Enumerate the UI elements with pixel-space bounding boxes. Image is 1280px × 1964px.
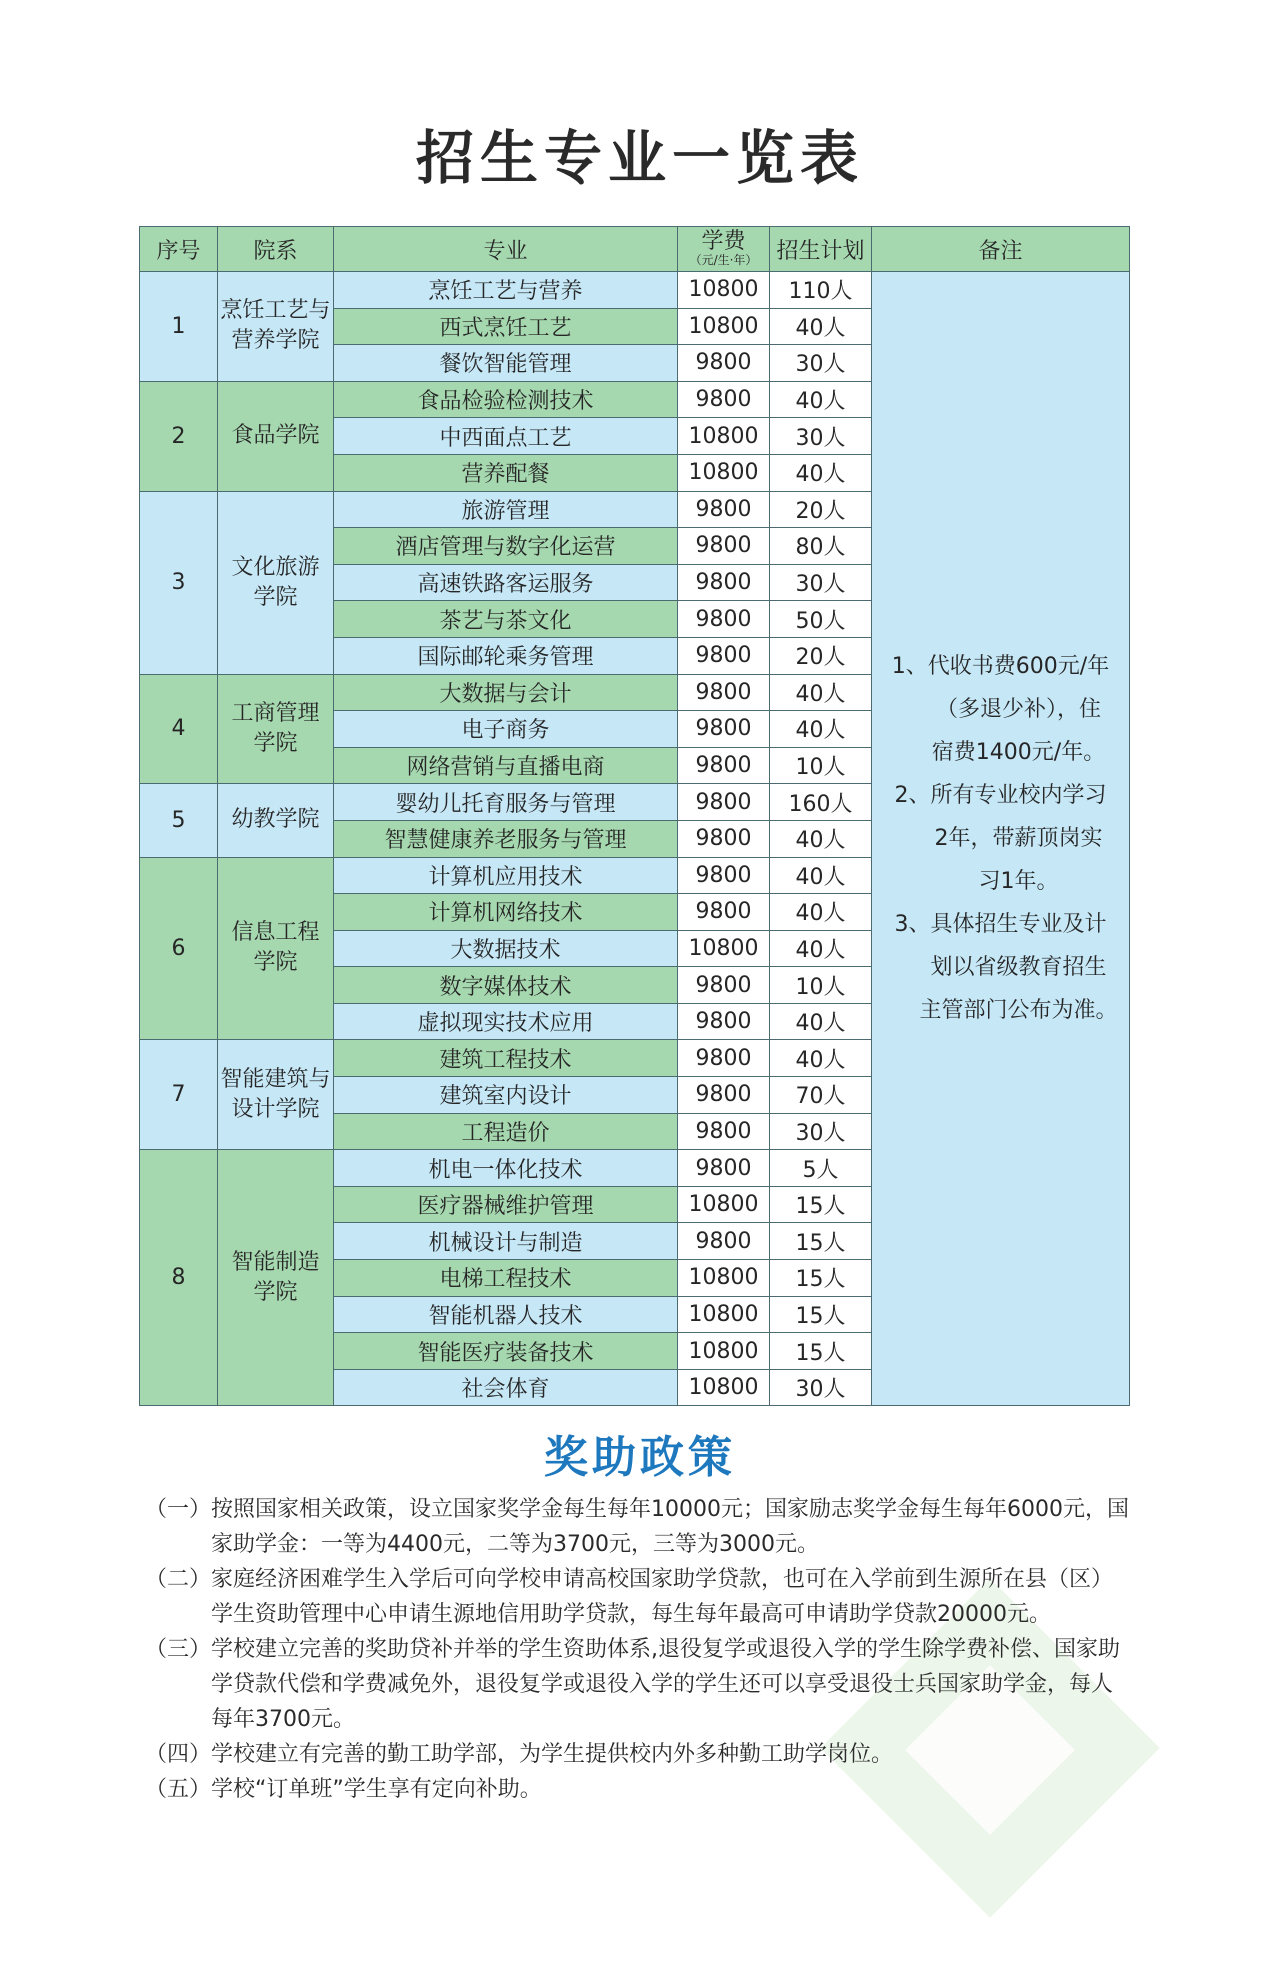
dept-name	[218, 674, 334, 784]
dept-name	[218, 1040, 334, 1150]
header-fee-unit: （元/生·年）	[689, 253, 758, 267]
policy-list	[145, 1492, 1135, 1807]
dept-name	[218, 491, 334, 674]
major-fee: 10800	[678, 272, 770, 309]
table-row	[140, 272, 1130, 309]
dept-name-line: 烹饪工艺与	[220, 298, 331, 324]
policy-title: 奖助政策	[544, 1432, 736, 1483]
dept-name-line: 工商管理	[231, 700, 320, 726]
policy-text: 学校建立有完善的勤工助学部，为学生提供校内外多种勤工助学岗位。	[211, 1742, 894, 1767]
major-name: 国际邮轮乘务管理	[334, 637, 678, 674]
major-plan: 20人	[770, 491, 872, 528]
major-fee: 9800	[678, 820, 770, 857]
major-plan: 40人	[770, 1003, 872, 1040]
note-line: 1、代收书费600元/年	[891, 654, 1110, 680]
major-fee: 9800	[678, 345, 770, 382]
major-plan: 30人	[770, 564, 872, 601]
table-header-row	[140, 227, 1130, 272]
major-fee: 9800	[678, 1223, 770, 1260]
major-plan: 10人	[770, 747, 872, 784]
major-plan: 15人	[770, 1260, 872, 1297]
major-name: 智能机器人技术	[334, 1296, 678, 1333]
major-name: 旅游管理	[334, 491, 678, 528]
note-line: 主管部门公布为准。	[919, 998, 1118, 1024]
major-name: 虚拟现实技术应用	[334, 1003, 678, 1040]
major-plan: 70人	[770, 1077, 872, 1114]
note-line: 2、所有专业校内学习	[894, 783, 1107, 809]
dept-seq: 7	[140, 1040, 218, 1150]
major-name: 计算机应用技术	[334, 857, 678, 894]
dept-name-line: 智能制造	[231, 1249, 320, 1275]
major-fee: 9800	[678, 747, 770, 784]
major-fee: 9800	[678, 1150, 770, 1187]
policy-item	[145, 1632, 1135, 1737]
major-name: 建筑工程技术	[334, 1040, 678, 1077]
page-title: 招生专业一览表	[415, 124, 864, 192]
major-fee: 10800	[678, 930, 770, 967]
policy-index: （二）	[145, 1567, 212, 1592]
policy-text: 学校“订单班”学生享有定向补助。	[211, 1777, 542, 1802]
major-plan: 40人	[770, 930, 872, 967]
dept-name	[218, 381, 334, 491]
major-name: 中西面点工艺	[334, 418, 678, 455]
major-name: 电梯工程技术	[334, 1260, 678, 1297]
dept-seq: 5	[140, 784, 218, 857]
majors-table-body	[140, 272, 1130, 1406]
major-plan: 10人	[770, 967, 872, 1004]
policy-item	[145, 1492, 1135, 1562]
major-plan: 50人	[770, 601, 872, 638]
dept-name-line: 幼教学院	[231, 807, 320, 833]
major-fee: 9800	[678, 967, 770, 1004]
major-plan: 30人	[770, 345, 872, 382]
major-fee: 10800	[678, 308, 770, 345]
major-fee: 9800	[678, 1077, 770, 1114]
major-name: 社会体育	[334, 1369, 678, 1406]
major-plan: 5人	[770, 1150, 872, 1187]
header-seq: 序号	[140, 227, 218, 272]
major-fee: 10800	[678, 454, 770, 491]
major-fee: 9800	[678, 674, 770, 711]
dept-name-line: 学院	[253, 730, 298, 756]
major-fee: 10800	[678, 1186, 770, 1223]
major-plan: 160人	[770, 784, 872, 821]
major-name: 工程造价	[334, 1113, 678, 1150]
dept-name-line: 设计学院	[231, 1096, 320, 1122]
major-fee: 10800	[678, 1260, 770, 1297]
major-fee: 9800	[678, 564, 770, 601]
dept-name-line: 学院	[253, 1279, 298, 1305]
dept-name-line: 信息工程	[231, 920, 320, 946]
dept-seq: 3	[140, 491, 218, 674]
major-name: 食品检验检测技术	[334, 381, 678, 418]
dept-seq: 6	[140, 857, 218, 1040]
note-line: 2年，带薪顶岗实	[934, 826, 1103, 852]
major-name: 智能医疗装备技术	[334, 1333, 678, 1370]
major-fee: 9800	[678, 784, 770, 821]
header-major: 专业	[334, 227, 678, 272]
major-name: 网络营销与直播电商	[334, 747, 678, 784]
note-line: 划以省级教育招生	[930, 955, 1107, 981]
policy-text: 按照国家相关政策，设立国家奖学金每生每年10000元；国家励志奖学金每生每年6000元，国家助学金：一等为4400元，二等为3700元，三等为3000元。	[211, 1497, 1129, 1557]
policy-index: （五）	[145, 1777, 212, 1802]
major-name: 西式烹饪工艺	[334, 308, 678, 345]
major-plan: 40人	[770, 820, 872, 857]
major-plan: 110人	[770, 272, 872, 309]
policy-text: 学校建立完善的奖助贷补并举的学生资助体系,退役复学或退役入学的学生除学费补偿、国家助学贷款代偿和学费减免外，退役复学或退役入学的学生还可以享受退役士兵国家助学金，每人每年3700元。	[211, 1637, 1121, 1732]
major-name: 高速铁路客运服务	[334, 564, 678, 601]
major-name: 建筑室内设计	[334, 1077, 678, 1114]
major-name: 大数据与会计	[334, 674, 678, 711]
major-plan: 80人	[770, 528, 872, 565]
note-line: 习1年。	[978, 869, 1059, 895]
dept-seq: 8	[140, 1150, 218, 1406]
dept-name-line: 学院	[253, 584, 298, 610]
major-name: 婴幼儿托育服务与管理	[334, 784, 678, 821]
major-fee: 9800	[678, 601, 770, 638]
dept-name	[218, 784, 334, 857]
policy-index: （一）	[145, 1497, 212, 1522]
major-plan: 40人	[770, 894, 872, 931]
major-name: 大数据技术	[334, 930, 678, 967]
major-plan: 30人	[770, 1113, 872, 1150]
major-plan: 40人	[770, 857, 872, 894]
major-plan: 30人	[770, 418, 872, 455]
major-plan: 40人	[770, 1040, 872, 1077]
major-plan: 20人	[770, 637, 872, 674]
major-plan: 15人	[770, 1296, 872, 1333]
major-fee: 9800	[678, 894, 770, 931]
major-fee: 10800	[678, 1333, 770, 1370]
major-name: 机电一体化技术	[334, 1150, 678, 1187]
major-fee: 9800	[678, 637, 770, 674]
dept-name	[218, 857, 334, 1040]
policy-item	[145, 1737, 1135, 1772]
dept-name-line: 食品学院	[231, 423, 320, 449]
major-fee: 9800	[678, 491, 770, 528]
policy-item	[145, 1562, 1135, 1632]
major-fee: 9800	[678, 528, 770, 565]
dept-name-line: 智能建筑与	[220, 1066, 331, 1092]
header-plan: 招生计划	[770, 227, 872, 272]
major-name: 电子商务	[334, 711, 678, 748]
policy-index: （四）	[145, 1742, 212, 1767]
dept-name	[218, 1150, 334, 1406]
major-fee: 9800	[678, 711, 770, 748]
major-plan: 30人	[770, 1369, 872, 1406]
note-line: 3、具体招生专业及计	[894, 912, 1107, 938]
major-name: 智慧健康养老服务与管理	[334, 820, 678, 857]
major-name: 机械设计与制造	[334, 1223, 678, 1260]
header-fee	[678, 227, 770, 272]
major-fee: 10800	[678, 1369, 770, 1406]
major-fee: 9800	[678, 1040, 770, 1077]
notes-cell	[872, 272, 1130, 1406]
dept-name	[218, 272, 334, 382]
note-line: 宿费1400元/年。	[931, 740, 1106, 766]
major-fee: 10800	[678, 418, 770, 455]
header-dept: 院系	[218, 227, 334, 272]
major-plan: 40人	[770, 454, 872, 491]
note-line: （多退少补），住	[935, 697, 1101, 723]
dept-name-line: 学院	[253, 950, 298, 976]
major-name: 茶艺与茶文化	[334, 601, 678, 638]
major-plan: 15人	[770, 1333, 872, 1370]
major-fee: 9800	[678, 381, 770, 418]
major-plan: 15人	[770, 1223, 872, 1260]
dept-seq: 2	[140, 381, 218, 491]
header-fee-label: 学费	[701, 229, 746, 254]
policy-index: （三）	[145, 1637, 212, 1662]
dept-seq: 4	[140, 674, 218, 784]
header-note: 备注	[872, 227, 1130, 272]
major-plan: 40人	[770, 381, 872, 418]
dept-name-line: 文化旅游	[231, 554, 320, 580]
policy-text: 家庭经济困难学生入学后可向学校申请高校国家助学贷款，也可在入学前到生源所在县（区）学生资助管理中心申请生源地信用助学贷款，每生每年最高可申请助学贷款20000元。	[211, 1567, 1114, 1627]
major-name: 餐饮智能管理	[334, 345, 678, 382]
major-fee: 9800	[678, 1113, 770, 1150]
major-plan: 40人	[770, 308, 872, 345]
major-name: 数字媒体技术	[334, 967, 678, 1004]
major-fee: 9800	[678, 857, 770, 894]
dept-name-line: 营养学院	[231, 328, 320, 354]
major-name: 营养配餐	[334, 454, 678, 491]
major-name: 计算机网络技术	[334, 894, 678, 931]
major-name: 烹饪工艺与营养	[334, 272, 678, 309]
policy-item	[145, 1772, 1135, 1807]
major-plan: 15人	[770, 1186, 872, 1223]
dept-seq: 1	[140, 272, 218, 382]
majors-table	[139, 226, 1130, 1406]
major-name: 医疗器械维护管理	[334, 1186, 678, 1223]
major-fee: 10800	[678, 1296, 770, 1333]
major-fee: 9800	[678, 1003, 770, 1040]
major-name: 酒店管理与数字化运营	[334, 528, 678, 565]
major-plan: 40人	[770, 674, 872, 711]
major-plan: 40人	[770, 711, 872, 748]
